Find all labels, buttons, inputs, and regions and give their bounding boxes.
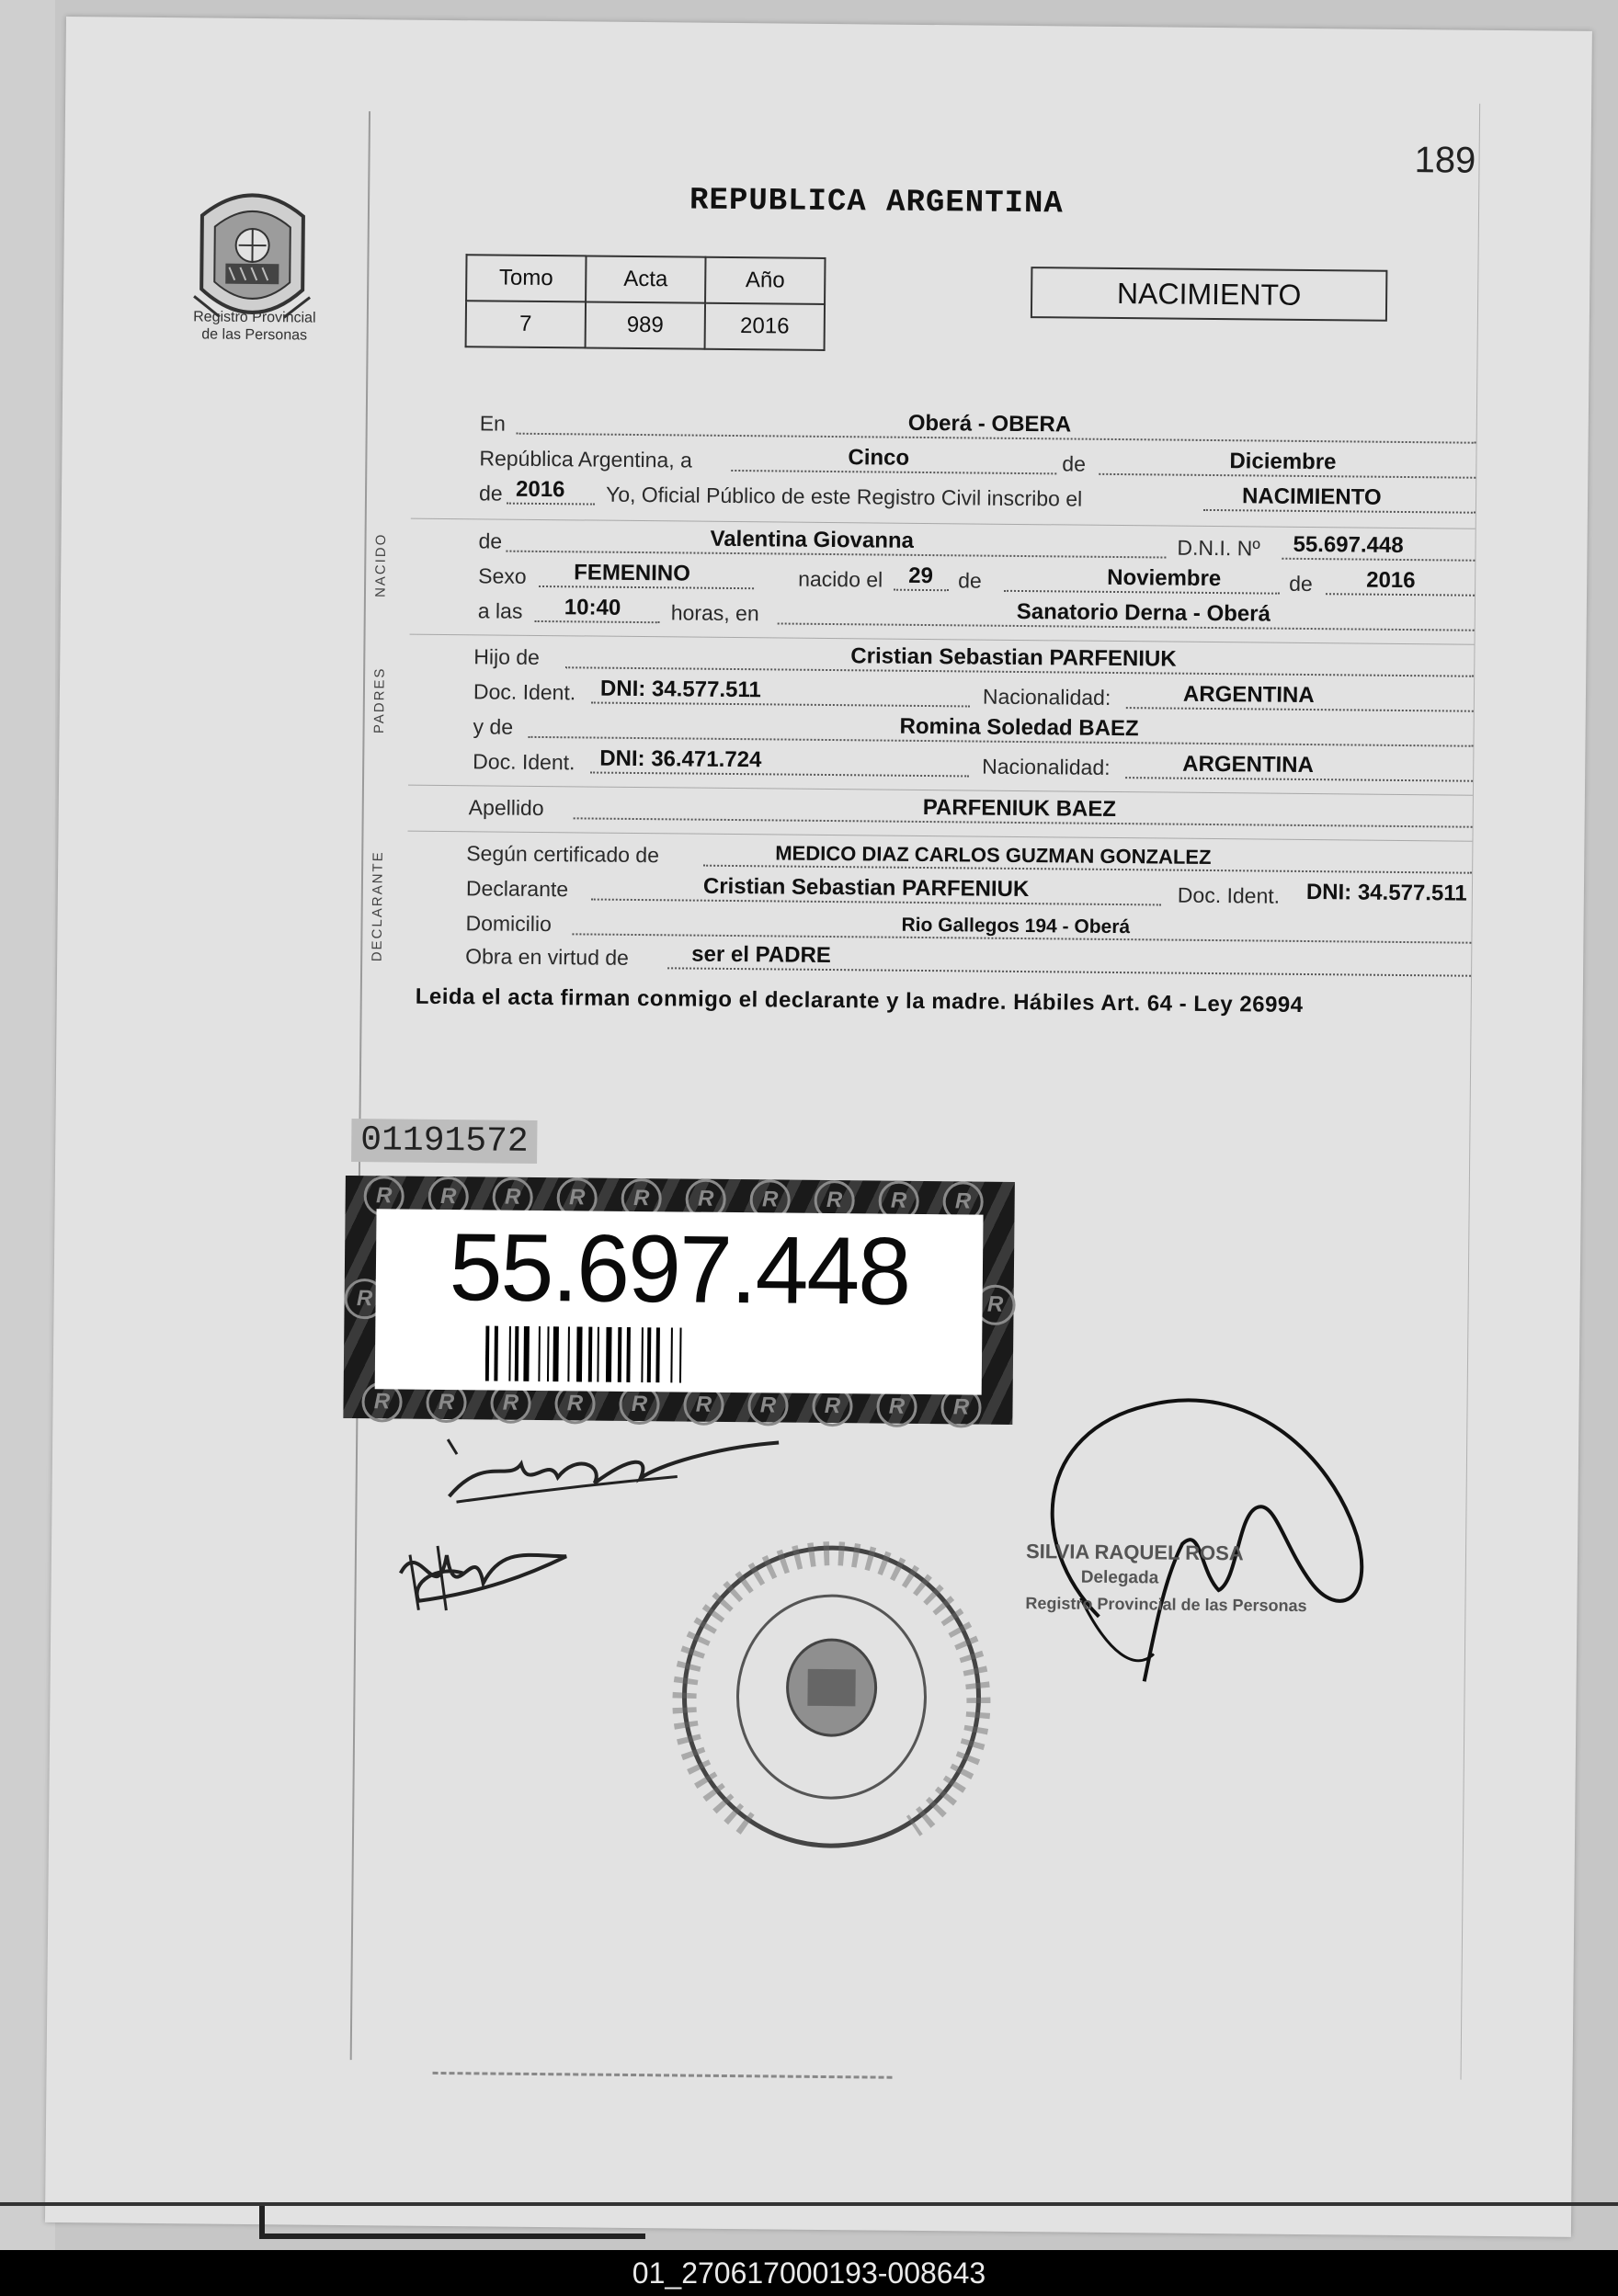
value-month: Diciembre <box>1229 449 1337 475</box>
value-declarant: Cristian Sebastian PARFENIUK <box>702 873 1030 903</box>
barcode-bar <box>641 1327 644 1382</box>
label-white-area <box>375 1209 984 1394</box>
label-nacionalidad-mother: Nacionalidad: <box>982 754 1111 779</box>
label-hijo-de: Hijo de <box>473 644 541 669</box>
header-acta: Acta <box>586 256 705 302</box>
value-day-words: Cinco <box>848 445 910 471</box>
country-title: REPUBLICA ARGENTINA <box>689 183 1064 222</box>
pattern-r-icon: R <box>974 1285 1015 1325</box>
row-surname <box>408 790 1473 834</box>
barcode-bar <box>494 1326 498 1381</box>
official-org: Registro Provincial de las Personas <box>1025 1594 1307 1616</box>
barcode-bar <box>553 1326 559 1381</box>
pattern-r-icon: R <box>685 1179 725 1220</box>
mother-signature-icon <box>382 1517 603 1630</box>
label-de-month: de <box>1062 451 1087 476</box>
value-child-dni: 55.697.448 <box>1293 531 1404 558</box>
pattern-r-icon: R <box>490 1383 530 1424</box>
bottom-dash-line <box>433 2072 893 2079</box>
label-domicilio: Domicilio <box>465 911 552 937</box>
pattern-r-icon: R <box>427 1176 468 1217</box>
value-mother-name: Romina Soledad BAEZ <box>899 713 1139 742</box>
barcode-bar <box>618 1327 622 1382</box>
pattern-r-icon: R <box>812 1386 852 1426</box>
side-label-padres: PADRES <box>371 666 388 734</box>
label-segun-cert: Según certificado de <box>466 841 660 868</box>
id-number: 55.697.448 <box>449 1214 910 1325</box>
reference-table <box>465 254 826 351</box>
barcode-bar <box>523 1326 530 1381</box>
binder-mark <box>259 2233 645 2239</box>
value-mother-nationality: ARGENTINA <box>1182 751 1315 779</box>
side-label-nacido: NACIDO <box>372 532 390 598</box>
barcode-icon <box>485 1325 882 1384</box>
barcode-bar <box>576 1326 583 1381</box>
label-y-de: y de <box>473 714 514 739</box>
value-address: Rio Gallegos 194 - Oberá <box>901 914 1131 938</box>
value-father-name: Cristian Sebastian PARFENIUK <box>850 643 1177 672</box>
official-stamp <box>1025 1539 1339 1619</box>
pattern-r-icon: R <box>619 1384 659 1425</box>
barcode-bar <box>655 1327 660 1382</box>
value-birth-time: 10:40 <box>564 595 621 620</box>
label-de-name: de <box>478 529 503 553</box>
value-place: Oberá - OBERA <box>907 410 1072 438</box>
label-de-mes-nac: de <box>958 568 982 593</box>
pattern-r-icon: R <box>876 1387 917 1427</box>
value-father-doc: DNI: 34.577.511 <box>599 676 761 703</box>
record-type-box: NACIMIENTO <box>1031 267 1388 322</box>
pattern-r-icon: R <box>878 1181 918 1222</box>
value-surname: PARFENIUK BAEZ <box>922 794 1117 823</box>
label-declarante: Declarante <box>465 876 569 902</box>
label-de-anio-nac: de <box>1289 571 1313 597</box>
value-mother-doc: DNI: 36.471.724 <box>599 745 762 773</box>
barcode-bar <box>626 1327 631 1382</box>
pattern-r-icon: R <box>683 1385 724 1426</box>
pattern-r-icon: R <box>556 1177 597 1218</box>
margin-rule-right <box>1461 104 1481 2080</box>
label-a-las: a las <box>477 598 523 623</box>
official-name: SILVIA RAQUEL ROSA <box>1025 1540 1244 1565</box>
document-id-footer: 01_270617000193-008643 <box>0 2250 1618 2296</box>
label-nacionalidad-father: Nacionalidad: <box>982 684 1111 710</box>
label-yo-oficial: Yo, Oficial Público de este Registro Civil inscribo el <box>605 482 1083 511</box>
barcode-bar <box>597 1327 599 1382</box>
value-birth-year: 2016 <box>1366 567 1416 594</box>
barcode-bar <box>679 1327 682 1382</box>
header-anio: Año <box>705 257 825 304</box>
label-nacido-el: nacido el <box>798 566 883 592</box>
value-acta: 989 <box>586 301 705 348</box>
pattern-r-icon: R <box>492 1177 532 1218</box>
barcode-bar <box>606 1327 612 1382</box>
pattern-r-icon: R <box>621 1178 661 1219</box>
label-dni: D.N.I. Nº <box>1177 535 1260 561</box>
pattern-r-icon: R <box>361 1381 402 1422</box>
value-year: 2016 <box>515 476 565 503</box>
pattern-r-icon: R <box>940 1387 981 1427</box>
closing-statement: Leida el acta firman conmigo el declarante y la madre. Hábiles Art. 64 - Ley 26994 <box>415 983 1304 1017</box>
declarant-signature-icon <box>419 1417 806 1531</box>
barcode-bar <box>485 1325 490 1381</box>
value-anio: 2016 <box>705 303 825 350</box>
barcode-bar <box>538 1326 541 1381</box>
value-birth-day: 29 <box>908 563 934 589</box>
value-by-virtue: ser el PADRE <box>691 941 831 969</box>
pattern-r-icon: R <box>554 1383 595 1424</box>
barcode-bar <box>588 1327 593 1382</box>
value-declarant-doc: DNI: 34.577.511 <box>1305 879 1467 906</box>
barcode-bar <box>567 1326 570 1381</box>
pattern-r-icon: R <box>344 1279 384 1319</box>
barcode-bar <box>515 1326 519 1381</box>
label-apellido: Apellido <box>468 795 544 821</box>
official-title: Delegada <box>1080 1567 1159 1588</box>
stamp-code: 01191572 <box>351 1119 538 1164</box>
pattern-r-icon: R <box>942 1181 983 1222</box>
side-label-declarante: DECLARANTE <box>369 850 386 962</box>
value-child-name: Valentina Giovanna <box>710 526 915 553</box>
id-number-label <box>343 1176 1015 1425</box>
registry-name: Registro Provincial de las Personas <box>193 309 316 344</box>
value-birth-place: Sanatorio Derna - Oberá <box>1016 598 1271 627</box>
value-sex: FEMENINO <box>574 560 691 586</box>
label-doc-ident-declarant: Doc. Ident. <box>1177 882 1281 908</box>
label-de-year: de <box>478 481 503 506</box>
label-obra-virtud: Obra en virtud de <box>465 944 630 970</box>
barcode-bar <box>508 1326 511 1381</box>
value-act: NACIMIENTO <box>1241 483 1382 510</box>
label-sexo: Sexo <box>478 563 527 588</box>
official-seal-icon <box>637 1529 1026 1864</box>
header-tomo: Tomo <box>466 255 586 301</box>
pattern-r-icon: R <box>749 1179 790 1220</box>
label-republica: República Argentina, a <box>479 446 692 472</box>
label-doc-ident-mother: Doc. Ident. <box>473 749 575 775</box>
certificate-sheet <box>45 17 1592 2237</box>
value-father-nationality: ARGENTINA <box>1182 681 1315 709</box>
pattern-r-icon: R <box>814 1180 854 1221</box>
value-tomo: 7 <box>466 301 586 347</box>
label-doc-ident-father: Doc. Ident. <box>473 679 576 705</box>
margin-rule <box>350 111 370 2060</box>
label-en: En <box>479 411 507 436</box>
barcode-bar <box>670 1327 673 1382</box>
barcode-bar <box>547 1326 550 1381</box>
value-certificate-by: MEDICO DIAZ CARLOS GUZMAN GONZALEZ <box>775 841 1212 869</box>
label-horas-en: horas, en <box>670 600 759 626</box>
barcode-bar <box>647 1327 652 1382</box>
binder-edge <box>0 2202 1618 2206</box>
pattern-r-icon: R <box>363 1176 404 1216</box>
pattern-r-icon: R <box>426 1382 466 1423</box>
page-number: 189 <box>1414 140 1476 181</box>
value-birth-month: Noviembre <box>1107 564 1222 592</box>
pattern-r-icon: R <box>747 1385 788 1426</box>
